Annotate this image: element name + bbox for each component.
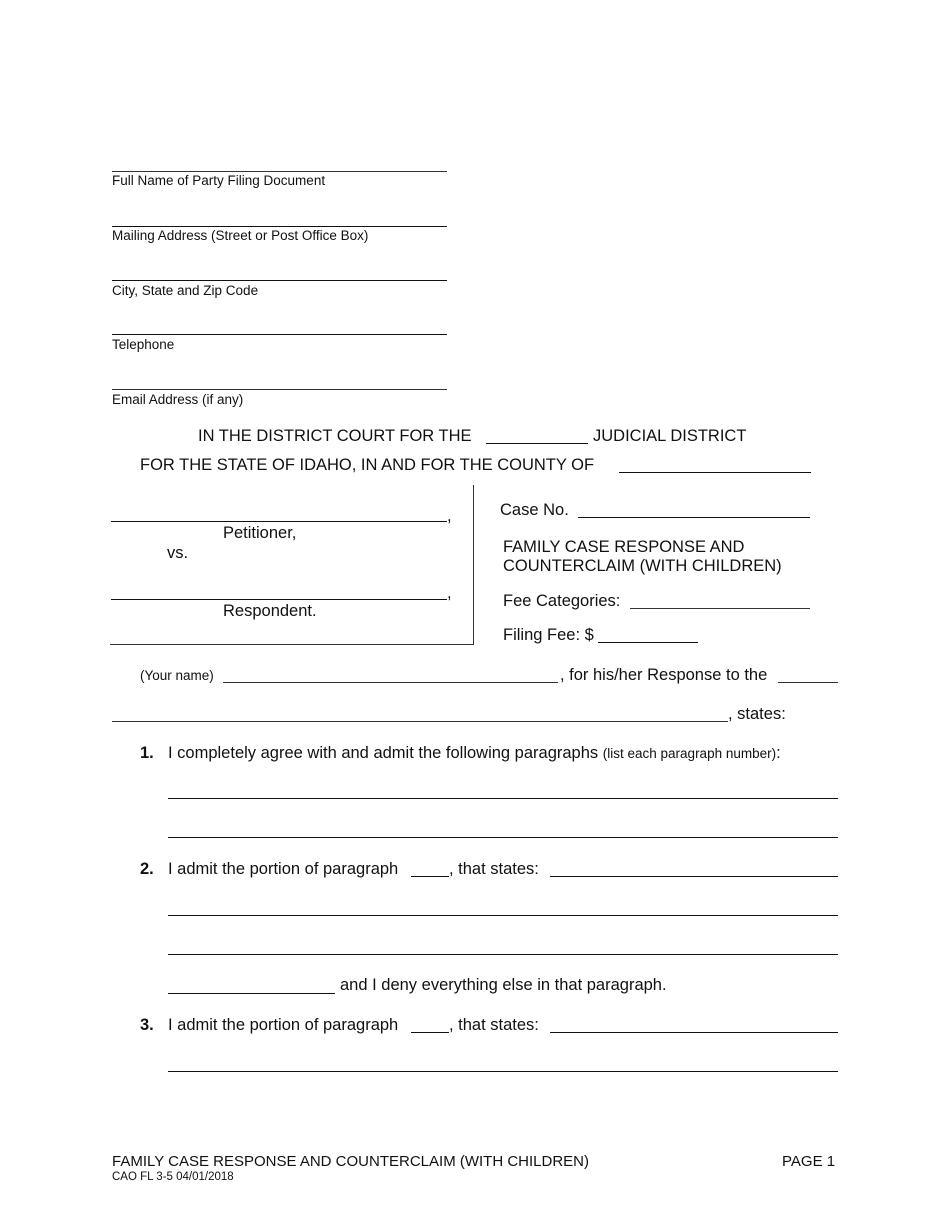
- caption-divider-vertical: [473, 485, 474, 645]
- item3-answer-line-1[interactable]: [550, 1032, 838, 1033]
- city-state-zip-field[interactable]: [112, 280, 447, 281]
- case-no-label: Case No.: [500, 501, 569, 519]
- respondent-name-field[interactable]: [111, 599, 447, 600]
- item1-note: (list each paragraph number): [602, 746, 777, 761]
- item2-answer-line-4[interactable]: [168, 993, 335, 994]
- city-state-zip-label: City, State and Zip Code: [112, 283, 259, 298]
- response-text: , for his/her Response to the: [560, 666, 768, 684]
- telephone-label: Telephone: [112, 337, 175, 352]
- footer-form-title: FAMILY CASE RESPONSE AND COUNTERCLAIM (WITH CHILDREN): [112, 1153, 590, 1170]
- item3-answer-line-2[interactable]: [168, 1071, 838, 1072]
- petitioner-label: Petitioner,: [223, 524, 297, 542]
- email-label: Email Address (if any): [112, 392, 244, 407]
- item2-deny-text: and I deny everything else in that paragraph.: [340, 976, 667, 994]
- item3-number: 3.: [140, 1016, 154, 1034]
- filing-fee-label: Filing Fee: $: [503, 626, 594, 644]
- petitioner-name-field[interactable]: [111, 521, 447, 522]
- response-to-field[interactable]: [778, 682, 838, 683]
- telephone-field[interactable]: [112, 334, 447, 335]
- document-title-line1: FAMILY CASE RESPONSE AND: [503, 538, 745, 556]
- item1-answer-line-2[interactable]: [168, 837, 838, 838]
- court-header-line1-suffix: JUDICIAL DISTRICT: [593, 427, 747, 445]
- case-no-field[interactable]: [578, 517, 810, 518]
- footer-form-code: CAO FL 3-5 04/01/2018: [112, 1171, 234, 1183]
- response-continuation-field[interactable]: [112, 721, 728, 722]
- full-name-label: Full Name of Party Filing Document: [112, 173, 326, 188]
- item3-paragraph-number-field[interactable]: [411, 1032, 449, 1033]
- mailing-address-label: Mailing Address (Street or Post Office Box): [112, 228, 369, 243]
- county-field[interactable]: [619, 472, 811, 473]
- item1-colon: :: [776, 744, 781, 762]
- your-name-field[interactable]: [223, 682, 558, 683]
- document-title-line2: COUNTERCLAIM (WITH CHILDREN): [503, 557, 782, 575]
- respondent-label: Respondent.: [223, 602, 317, 620]
- full-name-field[interactable]: [112, 171, 447, 172]
- item2-paragraph-number-field[interactable]: [411, 876, 449, 877]
- item1-answer-line-1[interactable]: [168, 798, 838, 799]
- filing-fee-field[interactable]: [598, 642, 698, 643]
- vs-label: vs.: [167, 544, 189, 562]
- item2-prefix: I admit the portion of paragraph: [168, 860, 399, 878]
- item1-text: [168, 744, 781, 763]
- item3-prefix: I admit the portion of paragraph: [168, 1016, 399, 1034]
- judicial-district-field[interactable]: [486, 443, 588, 444]
- item2-answer-line-2[interactable]: [168, 915, 838, 916]
- caption-divider-horizontal: [110, 644, 474, 645]
- fee-categories-field[interactable]: [630, 608, 810, 609]
- respondent-comma: ,: [447, 584, 452, 602]
- item3-suffix: , that states:: [449, 1016, 539, 1034]
- footer-page-label: PAGE 1: [782, 1153, 836, 1170]
- item1-number: 1.: [140, 744, 154, 762]
- petitioner-comma: ,: [447, 507, 452, 525]
- states-text: , states:: [728, 705, 786, 723]
- your-name-label: (Your name): [140, 668, 214, 683]
- item2-number: 2.: [140, 860, 154, 878]
- email-field[interactable]: [112, 389, 447, 390]
- fee-categories-label: Fee Categories:: [503, 592, 621, 610]
- item1-main-text: I completely agree with and admit the following paragraphs: [168, 744, 599, 762]
- item2-answer-line-3[interactable]: [168, 954, 838, 955]
- item2-answer-line-1[interactable]: [550, 876, 838, 877]
- item2-suffix: , that states:: [449, 860, 539, 878]
- mailing-address-field[interactable]: [112, 226, 447, 227]
- court-header-line2: FOR THE STATE OF IDAHO, IN AND FOR THE COUNTY OF: [140, 456, 595, 474]
- court-header-line1-prefix: IN THE DISTRICT COURT FOR THE: [198, 427, 472, 445]
